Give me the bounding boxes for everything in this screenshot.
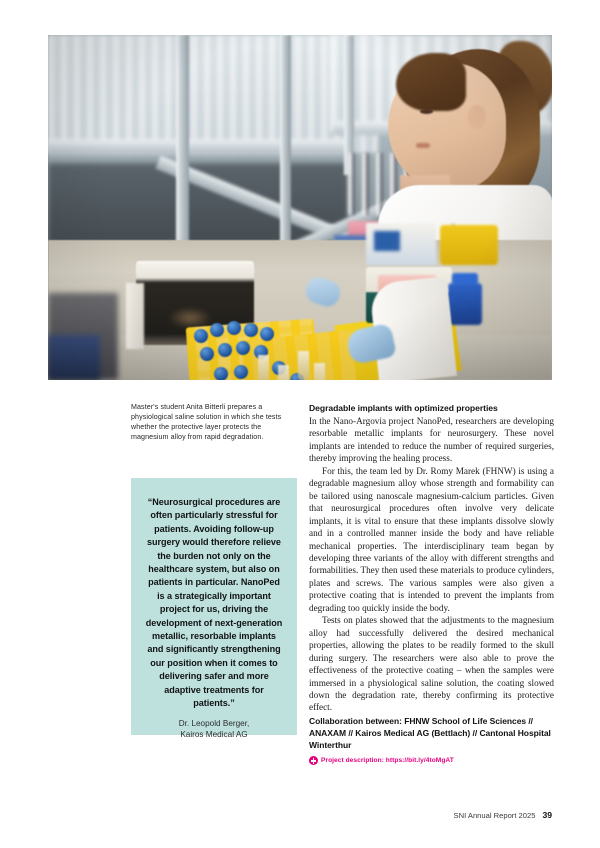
footer-publication-title: SNI Annual Report 2025 — [453, 811, 536, 820]
pull-quote-text: “Neurosurgical procedures are often particularly stressful for patients. Avoiding follow-up surgery would therefore relieve the burden not only on the healthcare system, but also on patients in particular. NanoPed is a strategically important project for us, driving the development of next-generation metallic, resorbable implants and significantly strengthening our position when it comes to delivering safer and more adaptive treatments for patients.” — [145, 497, 283, 709]
collaboration-note: Collaboration between: FHNW School of Life Sciences // ANAXAM // Kairos Medical AG (Bettlach) // Cantonal Hospital Winterthur — [309, 715, 551, 751]
footer-page-number: 39 — [542, 810, 552, 820]
article-paragraph-3: Tests on plates showed that the adjustments to the magnesium alloy had successfully delivered the desired mechanical properties, allowing the plates to be readily formed to the skull during surgery. The researchers were also able to prove the effectiveness of the protective coating – when the samples were immersed in a physiological saline solution, the coating slowed down the degradation rate, thereby confirming its protective effect. — [309, 615, 554, 713]
project-description-link-text[interactable]: Project description: https://bit.ly/4toMgAT — [321, 757, 454, 765]
pull-quote-box — [131, 478, 297, 740]
article-paragraph-2: For this, the team led by Dr. Romy Marek (FHNW) is using a degradable magnesium alloy whose strength and formability can be tailored using nanoscale magnesium-calcium particles. Given that neurosurgical procedures often involve very delicate implants, it is vital to ensure that these implants dissolve slowly and in a controlled manner inside the body and have reliable mechanical properties. The interdisciplinary team began by developing three variants of the alloy with different strengths and formabilities. They then used these materials to produce cylinders, plates and screws. The various samples were also given a protective coating that is intended to prevent the implants from degrading too quickly inside the body. — [309, 465, 554, 613]
article-paragraph-1: In the Nano-Argovia project NanoPed, researchers are developing resorbable metallic implants for neurosurgery. These novel implants are intended to reduce the number of required surgeries, thereby improving the healing process. — [309, 416, 554, 464]
page-footer — [0, 810, 552, 820]
photo-caption: Master's student Anita Bitterli prepares a physiological saline solution in which she tests whether the protective layer protects the magnesium alloy from rapid degradation. — [131, 403, 282, 442]
pull-quote-attribution — [144, 718, 284, 741]
article-heading: Degradable implants with optimized properties — [309, 403, 498, 413]
plus-circle-icon — [309, 756, 318, 765]
pull-quote-author: Dr. Leopold Berger, — [178, 718, 250, 728]
article-photo — [48, 35, 552, 380]
project-description-link[interactable] — [309, 756, 554, 765]
pull-quote-organization: Kairos Medical AG — [180, 730, 248, 740]
article-column — [309, 402, 554, 765]
photo-vignette — [48, 35, 552, 380]
